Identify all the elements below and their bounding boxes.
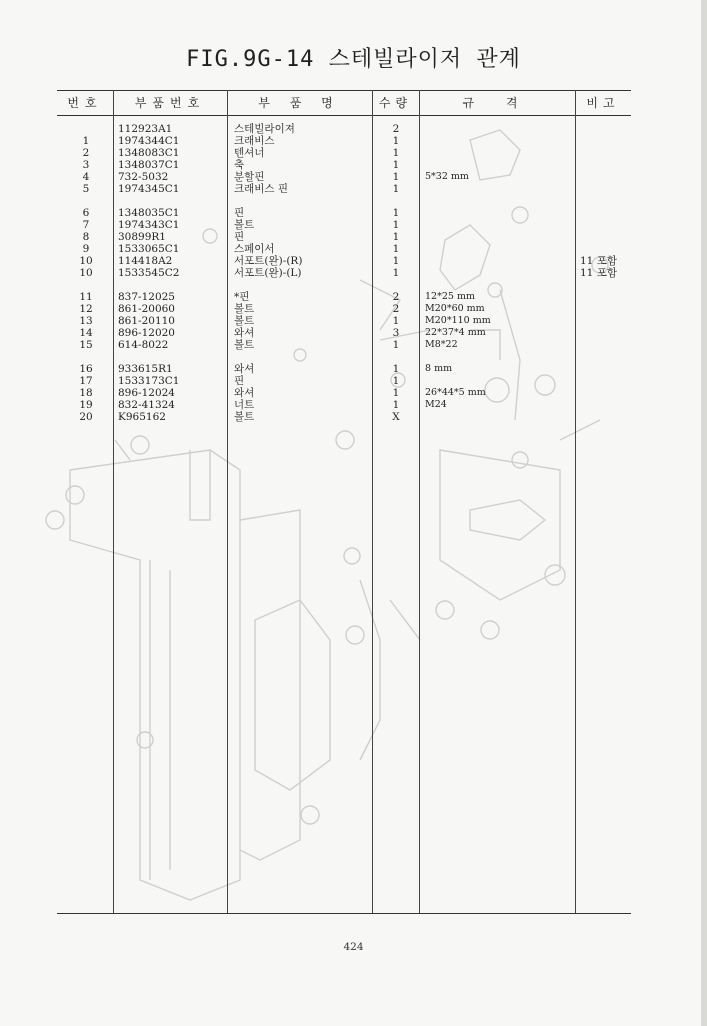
cell-part-no: 896-12020 (118, 327, 175, 339)
cell-qty: 1 (392, 171, 400, 183)
header-note: 비고 (586, 96, 620, 110)
cell-name: 너트 (234, 399, 255, 411)
cell-part-no: 861-20060 (118, 303, 175, 315)
cell-name: 스페이서 (234, 243, 275, 255)
cell-no: 14 (79, 327, 93, 339)
cell-name: 크래비스 핀 (234, 183, 289, 195)
cell-name: 크래비스 (234, 135, 275, 147)
cell-name: 볼트 (234, 339, 255, 351)
cell-spec: 5*32 mm (425, 171, 469, 182)
cell-qty: 1 (392, 255, 400, 267)
cell-no: 6 (82, 207, 90, 219)
cell-qty: 1 (392, 159, 400, 171)
cell-qty: 1 (392, 231, 400, 243)
cell-qty: 1 (392, 267, 400, 279)
cell-no: 16 (79, 363, 93, 375)
cell-qty: 1 (392, 207, 400, 219)
column-divider (575, 90, 576, 913)
cell-no: 7 (82, 219, 90, 231)
cell-no: 15 (79, 339, 93, 351)
cell-name: 핀 (234, 207, 245, 219)
cell-note: 11 포함 (580, 255, 617, 267)
cell-no: 20 (79, 411, 93, 423)
cell-part-no: 732-5032 (118, 171, 169, 183)
header-qty: 수량 (378, 96, 413, 110)
cell-name: 스테빌라이져 (234, 123, 295, 135)
column-divider (419, 90, 420, 913)
cell-no: 2 (82, 147, 90, 159)
column-divider (227, 90, 228, 913)
cell-no: 9 (82, 243, 90, 255)
cell-name: 볼트 (234, 315, 255, 327)
cell-qty: 3 (392, 327, 400, 339)
cell-spec: 8 mm (425, 363, 453, 374)
cell-qty: 1 (392, 315, 400, 327)
cell-spec: M20*110 mm (425, 315, 491, 326)
cell-qty: 1 (392, 135, 400, 147)
cell-no: 13 (79, 315, 93, 327)
cell-part-no: 112923A1 (118, 123, 173, 135)
cell-no: 17 (79, 375, 93, 387)
cell-part-no: 1533065C1 (118, 243, 180, 255)
cell-part-no: K965162 (118, 411, 166, 423)
cell-no: 12 (79, 303, 93, 315)
cell-no: 10 (79, 267, 93, 279)
cell-no: 1 (82, 135, 90, 147)
header-part-name: 부 품 명 (258, 96, 341, 110)
cell-part-no: 1348083C1 (118, 147, 180, 159)
table-top-rule (57, 90, 631, 91)
cell-spec: M8*22 (425, 339, 458, 350)
cell-name: *핀 (234, 291, 250, 303)
page-title: FIG.9G-14 스테빌라이저 관계 (186, 47, 521, 72)
cell-qty: 2 (392, 303, 400, 315)
cell-name: 텐셔너 (234, 147, 265, 159)
cell-no: 5 (82, 183, 90, 195)
cell-name: 서포트(완)-(L) (234, 267, 302, 279)
cell-qty: 1 (392, 339, 400, 351)
cell-qty: 2 (392, 291, 400, 303)
cell-qty: 2 (392, 123, 400, 135)
cell-part-no: 30899R1 (118, 231, 166, 243)
cell-part-no: 1974345C1 (118, 183, 180, 195)
cell-qty: 1 (392, 183, 400, 195)
cell-name: 와셔 (234, 363, 255, 375)
cell-part-no: 933615R1 (118, 363, 173, 375)
cell-part-no: 832-41324 (118, 399, 175, 411)
cell-no: 3 (82, 159, 90, 171)
cell-part-no: 837-12025 (118, 291, 175, 303)
cell-name: 서포트(완)-(R) (234, 255, 303, 267)
cell-name: 축 (234, 159, 245, 171)
header-spec: 규 격 (462, 96, 532, 110)
cell-part-no: 1348037C1 (118, 159, 180, 171)
cell-qty: 1 (392, 399, 400, 411)
cell-part-no: 1974344C1 (118, 135, 180, 147)
cell-qty: X (392, 411, 400, 423)
cell-part-no: 114418A2 (118, 255, 173, 267)
cell-part-no: 896-12024 (118, 387, 175, 399)
cell-name: 볼트 (234, 303, 255, 315)
cell-spec: 12*25 mm (425, 291, 475, 302)
cell-qty: 1 (392, 387, 400, 399)
cell-part-no: 614-8022 (118, 339, 169, 351)
cell-no: 4 (82, 171, 90, 183)
cell-no: 11 (79, 291, 93, 303)
cell-part-no: 861-20110 (118, 315, 175, 327)
cell-no: 19 (79, 399, 93, 411)
cell-no: 18 (79, 387, 93, 399)
cell-name: 볼트 (234, 411, 255, 423)
cell-spec: 22*37*4 mm (425, 327, 486, 338)
cell-part-no: 1533173C1 (118, 375, 180, 387)
cell-name: 와셔 (234, 387, 255, 399)
cell-no: 8 (82, 231, 90, 243)
page-number: 424 (343, 941, 364, 953)
cell-qty: 1 (392, 375, 400, 387)
column-divider (372, 90, 373, 913)
cell-name: 와셔 (234, 327, 255, 339)
cell-no: 10 (79, 255, 93, 267)
cell-name: 볼트 (234, 219, 255, 231)
cell-name: 핀 (234, 375, 245, 387)
table-bottom-rule (57, 913, 631, 914)
cell-qty: 1 (392, 363, 400, 375)
header-part-no: 부품번호 (134, 96, 206, 110)
table-header-rule (57, 115, 631, 116)
cell-spec: 26*44*5 mm (425, 387, 486, 398)
cell-part-no: 1974343C1 (118, 219, 180, 231)
cell-name: 핀 (234, 231, 245, 243)
cell-part-no: 1348035C1 (118, 207, 180, 219)
cell-spec: M24 (425, 399, 447, 410)
cell-note: 11 포함 (580, 267, 617, 279)
cell-qty: 1 (392, 219, 400, 231)
cell-part-no: 1533545C2 (118, 267, 180, 279)
cell-spec: M20*60 mm (425, 303, 485, 314)
header-no: 번호 (67, 96, 103, 110)
cell-qty: 1 (392, 243, 400, 255)
cell-qty: 1 (392, 147, 400, 159)
cell-name: 분할핀 (234, 171, 265, 183)
